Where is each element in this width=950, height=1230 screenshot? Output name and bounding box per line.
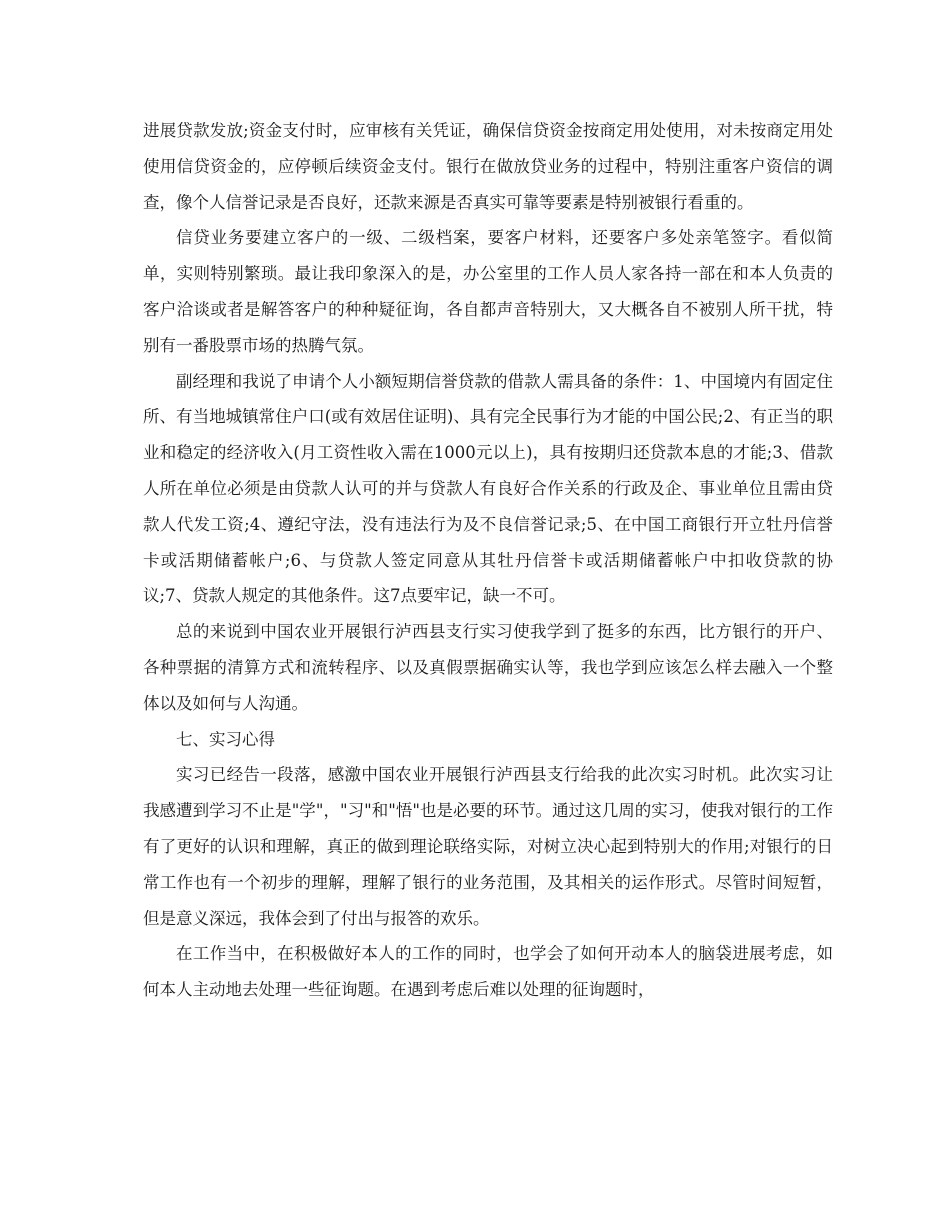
paragraph-credit-archives: 信贷业务要建立客户的一级、二级档案，要客户材料，还要客户多处亲笔签字。看似简单，实则特别繁琐。最让我印象深入的是，办公室里的工作人员人家各持一部在和本人负责的客户洽谈或者是解答客户的种种疑征询，各自都声音特别大，又大概各自不被别人所干扰，特别有一番股票市场的热腾气氛。 [143,228,833,355]
document-body [143,113,833,1008]
paragraph-work-thinking: 在工作当中，在积极做好本人的工作的同时，也学会了如何开动本人的脑袋进展考虑，如何本人主动地去处理一些征询题。在遇到考虑后难以处理的征询题时， [143,944,833,1000]
paragraph-summary: 总的来说到中国农业开展银行泸西县支行实习使我学到了挺多的东西，比方银行的开户、各种票据的清算方式和流转程序、以及真假票据确实认等，我也学到应该怎么样去融入一个整体以及如何与人沟通。 [143,622,833,713]
paragraph-loan-disbursement: 进展贷款发放;资金支付时，应审核有关凭证，确保信贷资金按商定用处使用，对未按商定用处使用信贷资金的，应停顿后续资金支付。银行在做放贷业务的过程中，特别注重客户资信的调查，像个人信誉记录是否良好，还款来源是否真实可靠等要素是特别被银行看重的。 [143,121,833,212]
section-heading-internship-reflections: 七、实习心得 [176,729,275,749]
paragraph-internship-gratitude: 实习已经告一段落，感激中国农业开展银行泸西县支行给我的此次实习时机。此次实习让我感遭到学习不止是"学"，"习"和"悟"也是必要的环节。通过这几周的实习，使我对银行的工作有了更好的认识和理解，真正的做到理论联络实际，对树立决心起到特别大的作用;对银行的日常工作也有一个初步的理解，理解了银行的业务范围，及其相关的运作形式。尽管时间短暂，但是意义深远，我体会到了付出与报答的欢乐。 [143,765,833,928]
paragraph-loan-conditions: 副经理和我说了申请个人小额短期信誉贷款的借款人需具备的条件：1、中国境内有固定住所、有当地城镇常住户口(或有效居住证明)、具有完全民事行为才能的中国公民;2、有正当的职业和稳定的经济收入(月工资性收入需在1000元以上)，具有按期归还贷款本息的才能;3、借款人所在单位必须是由贷款人认可的并与贷款人有良好合作关系的行政及企、事业单位且需由贷款人代发工资;4、遵纪守法，没有违法行为及不良信誉记录;5、在中国工商银行开立牡丹信誉卡或活期储蓄帐户;6、与贷款人签定同意从其牡丹信誉卡或活期储蓄帐户中扣收贷款的协议;7、贷款人规定的其他条件。这7点要牢记，缺一不可。 [143,371,833,606]
